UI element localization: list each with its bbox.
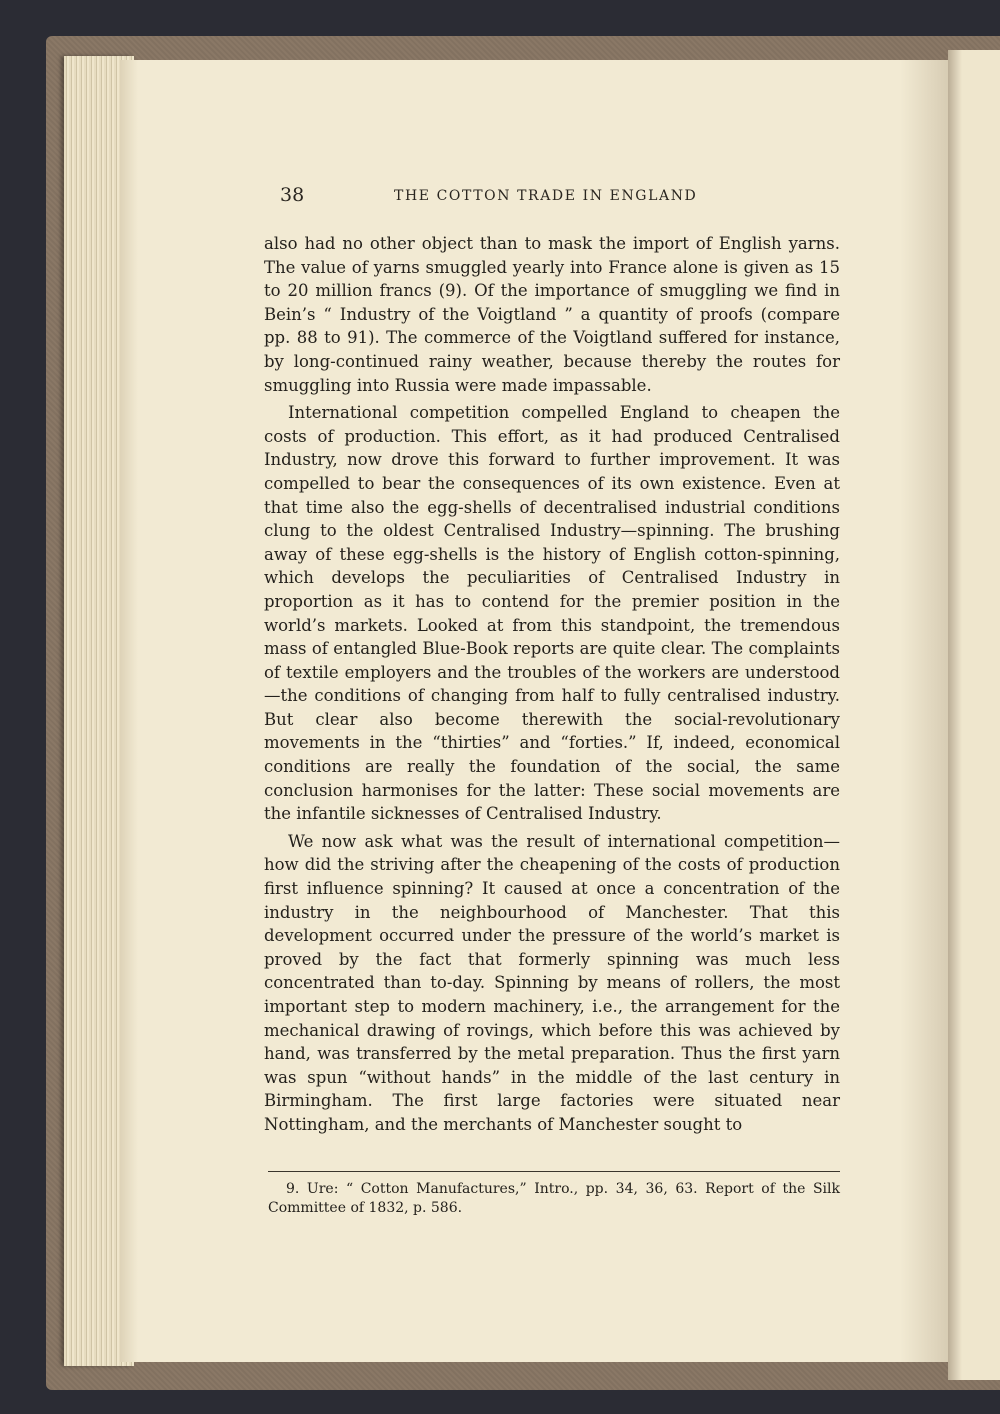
footnote bbox=[268, 1180, 840, 1218]
footnote-text: 9. Ure: “ Cotton Manufactures,” Intro., pp. 34, 36, 63. Report of the Silk Committee of 1832, p. 586. bbox=[268, 1181, 840, 1216]
running-head bbox=[264, 186, 844, 210]
paragraph-2: International competition compelled England to cheapen the costs of production. This effort, as it had produced Centralised Industry, now drove this forward to further improvement. It was compelled to bear the consequences of its own existence. Even at that time also the egg-shells of decentralised industrial conditions clung to the oldest Centralised Industry—spinning. The brushing away of these egg-shells is the history of English cotton-spinning, which develops the peculiarities of Centralised Industry in proportion as it has to contend for the premier position in the world’s markets. Looked at from this standpoint, the tremendous mass of entangled Blue-Book reports are quite clear. The complaints of textile employers and the troubles of the workers are understood—the conditions of changing from half to fully centralised industry. But clear also become therewith the social-revolutionary movements in the “thirties” and “forties.” If, indeed, economical conditions are really the foundation of the social, the same conclusion harmonises for the latter: These social movements are the infantile sicknesses of Centralised Industry. bbox=[264, 403, 840, 824]
page-number: 38 bbox=[280, 184, 305, 206]
body-text bbox=[264, 232, 840, 1137]
paragraph-3: We now ask what was the result of international competition—how did the striving after the cheapening of the costs of production first influence spinning? It caused at once a concentration of the industry in the neighbourhood of Manchester. That this development occurred under the pressure of the world’s market is proved by the fact that formerly spinning was much less concentrated than to-day. Spinning by means of rollers, the most important step to modern machinery, i.e., the arrangement for the mechanical drawing of rovings, which before this was achieved by hand, was transferred by the metal preparation. Thus the first yarn was spun “without hands” in the middle of the last century in Birmingham. The first large factories were situated near Nottingham, and the merchants of Manchester sought to bbox=[264, 831, 840, 1134]
paragraph-1: also had no other object than to mask the import of English yarns. The value of yarns smuggled yearly into France alone is given as 15 to 20 million francs (9). Of the importance of smuggling we find in Bein’s “ Industry of the Voigtland ” a quantity of proofs (compare pp. 88 to 91). The commerce of the Voigtland suffered for instance, by long-continued rainy weather, because thereby the routes for smuggling into Russia were made impassable. bbox=[264, 234, 840, 395]
running-title: THE COTTON TRADE IN ENGLAND bbox=[394, 188, 698, 204]
facing-page-edge bbox=[948, 50, 1000, 1380]
footnote-rule bbox=[268, 1171, 840, 1172]
